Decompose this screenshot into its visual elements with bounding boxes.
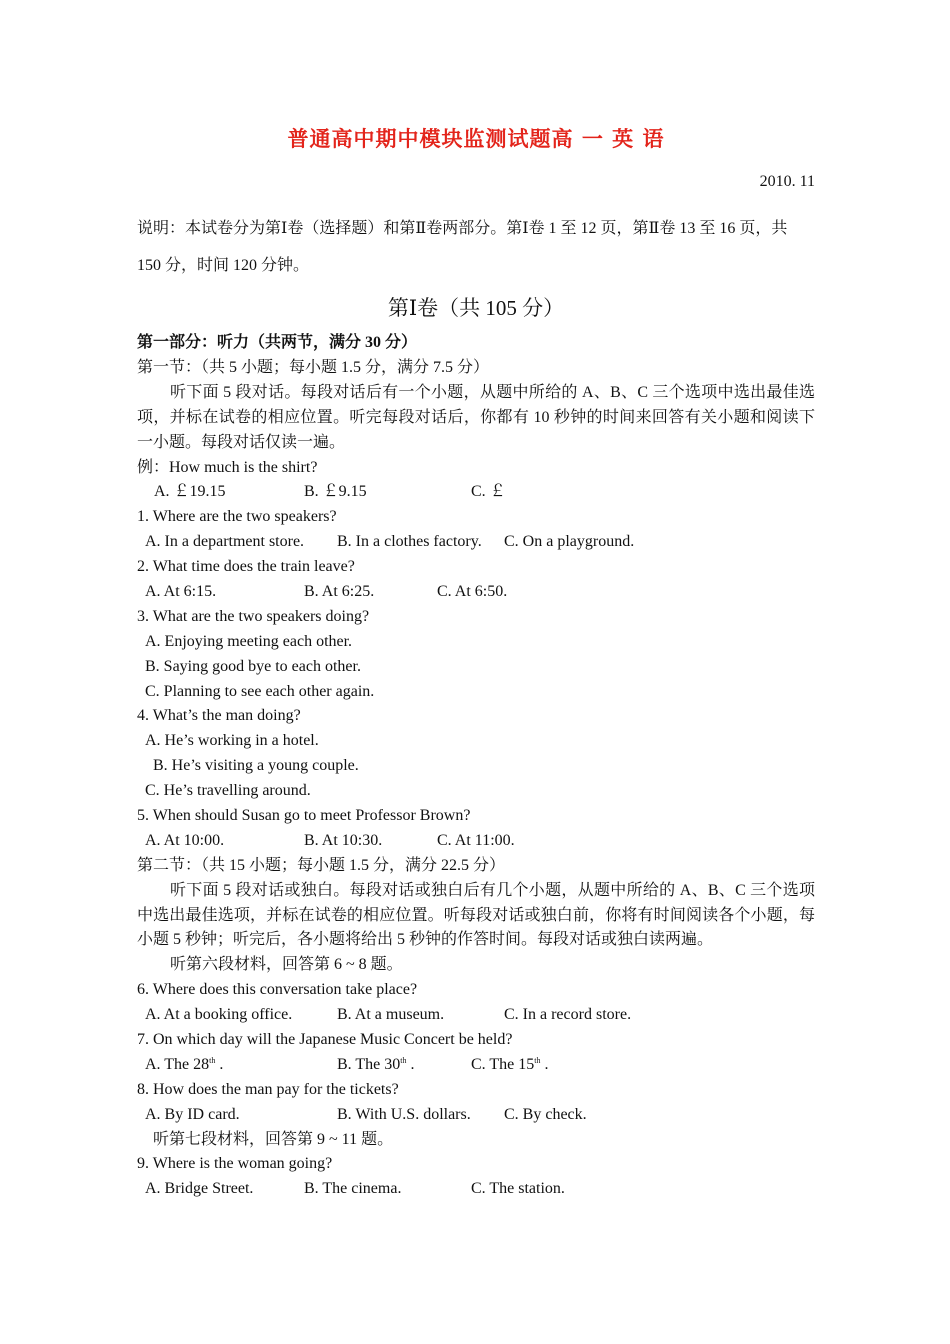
option-a: A. In a department store. <box>145 533 305 551</box>
section-instructions: 听下面 5 段对话。每段对话后有一个小题，从题中所给的 A、B、C 三个选项中选出最佳选项，并标在试卷的相应位置。听完每段对话后，你都有 10 秒钟的时间来回答有关小题和阅读下一小题。每段对话仅读一遍。 <box>137 383 815 451</box>
option-end: . <box>540 1055 549 1073</box>
question-8: 8. How does the man pay for the tickets? <box>137 1080 399 1098</box>
ordinal-suffix: th <box>209 1055 216 1065</box>
option-c-text: C. He’s travelling around. <box>145 782 311 800</box>
option-b <box>137 754 815 779</box>
option-a <box>137 729 815 754</box>
option-c: C. By check. <box>504 1105 587 1123</box>
option-c <box>137 779 815 804</box>
option-c: C. At 11:00. <box>437 831 515 849</box>
option-b: B. The cinema. <box>304 1180 402 1198</box>
question-3: 3. What are the two speakers doing? <box>137 607 370 625</box>
example-question: 例：How much is the shirt? <box>137 458 318 476</box>
option-b-text: B. The 30 <box>337 1055 401 1073</box>
material-note: 听第七段材料，回答第 9 ~ 11 题。 <box>153 1130 394 1148</box>
page-title: 普通高中期中模块监测试题高 一 英 语 <box>287 127 665 151</box>
option-c: C. In a record store. <box>504 1006 632 1024</box>
option-b-text: B. He’s visiting a young couple. <box>153 757 359 775</box>
ordinal-suffix: th <box>534 1055 541 1065</box>
option-b-text: B. Saying good bye to each other. <box>145 657 361 675</box>
option-a-text: A. The 28 <box>145 1055 210 1073</box>
volume-title: 第Ⅰ卷（共 105 分） <box>387 296 565 320</box>
option-a: A. At 10:00. <box>145 831 225 849</box>
option-c: C. The station. <box>471 1180 565 1198</box>
part-heading: 第一部分：听力（共两节，满分 30 分） <box>137 334 418 351</box>
section-heading: 第一节：（共 5 小题；每小题 1.5 分，满分 7.5 分） <box>137 358 490 376</box>
question-4: 4. What’s the man doing? <box>137 707 301 725</box>
option-c <box>137 680 815 705</box>
question-7: 7. On which day will the Japanese Music Concert be held? <box>137 1031 513 1049</box>
option-a: A. ￡19.15 <box>154 483 226 501</box>
question-9: 9. Where is the woman going? <box>137 1155 333 1173</box>
question-5: 5. When should Susan go to meet Professor Brown? <box>137 806 471 824</box>
option-end: . <box>406 1055 415 1073</box>
option-c-text: C. The 15 <box>471 1055 535 1073</box>
options-9 <box>137 1177 815 1202</box>
option-a-text: A. Enjoying meeting each other. <box>145 632 353 650</box>
section-instructions: 听下面 5 段对话或独白。每段对话或独白后有几个小题，从题中所给的 A、B、C 三个选项中选出最佳选项，并标在试卷的相应位置。听每段对话或独白前，你将有时间阅读各个小题，每小题 5 秒钟；听完后，各小题将给出 5 秒钟的作答时间。每段对话或独白读两遍。 <box>137 881 815 949</box>
option-a <box>137 630 815 655</box>
options-8 <box>137 1103 815 1128</box>
option-a: A. Bridge Street. <box>145 1180 254 1198</box>
exam-body <box>137 331 815 1202</box>
exam-date: 2010. 11 <box>759 173 815 190</box>
option-b: B. With U.S. dollars. <box>337 1105 471 1123</box>
material-note: 听第六段材料，回答第 6 ~ 8 题。 <box>170 956 403 974</box>
question-1: 1. Where are the two speakers? <box>137 508 337 526</box>
option-b: B. At 10:30. <box>304 831 383 849</box>
option-b: B. ￡9.15 <box>304 483 367 501</box>
question-6: 6. Where does this conversation take place? <box>137 981 418 999</box>
option-a <box>145 1053 223 1078</box>
option-a: A. By ID card. <box>145 1105 240 1123</box>
option-b <box>337 1053 415 1078</box>
option-end: . <box>215 1055 224 1073</box>
options-2 <box>137 580 815 605</box>
section-heading: 第二节：（共 15 小题；每小题 1.5 分，满分 22.5 分） <box>137 856 506 874</box>
options-1 <box>137 530 815 555</box>
ordinal-suffix: th <box>400 1055 407 1065</box>
options-7 <box>137 1053 815 1078</box>
option-c: C. On a playground. <box>504 533 635 551</box>
option-c <box>471 1053 549 1078</box>
option-c: C. At 6:50. <box>437 582 508 600</box>
option-c: C. ￡ <box>471 483 506 501</box>
option-a-text: A. He’s working in a hotel. <box>145 732 319 750</box>
option-b <box>137 655 815 680</box>
exam-instructions: 说明：本试卷分为第Ⅰ卷（选择题）和第Ⅱ卷两部分。第Ⅰ卷 1 至 12 页，第Ⅱ卷 13 至 16 页，共 150 分，时间 120 分钟。 <box>137 220 788 274</box>
question-2: 2. What time does the train leave? <box>137 558 355 576</box>
options-6 <box>137 1003 815 1028</box>
option-b: B. At 6:25. <box>304 582 375 600</box>
option-a: A. At a booking office. <box>145 1006 293 1024</box>
example-options <box>137 480 815 505</box>
options-5 <box>137 829 815 854</box>
option-b: B. In a clothes factory. <box>337 533 482 551</box>
option-b: B. At a museum. <box>337 1006 445 1024</box>
option-c-text: C. Planning to see each other again. <box>145 682 375 700</box>
option-a: A. At 6:15. <box>145 582 217 600</box>
